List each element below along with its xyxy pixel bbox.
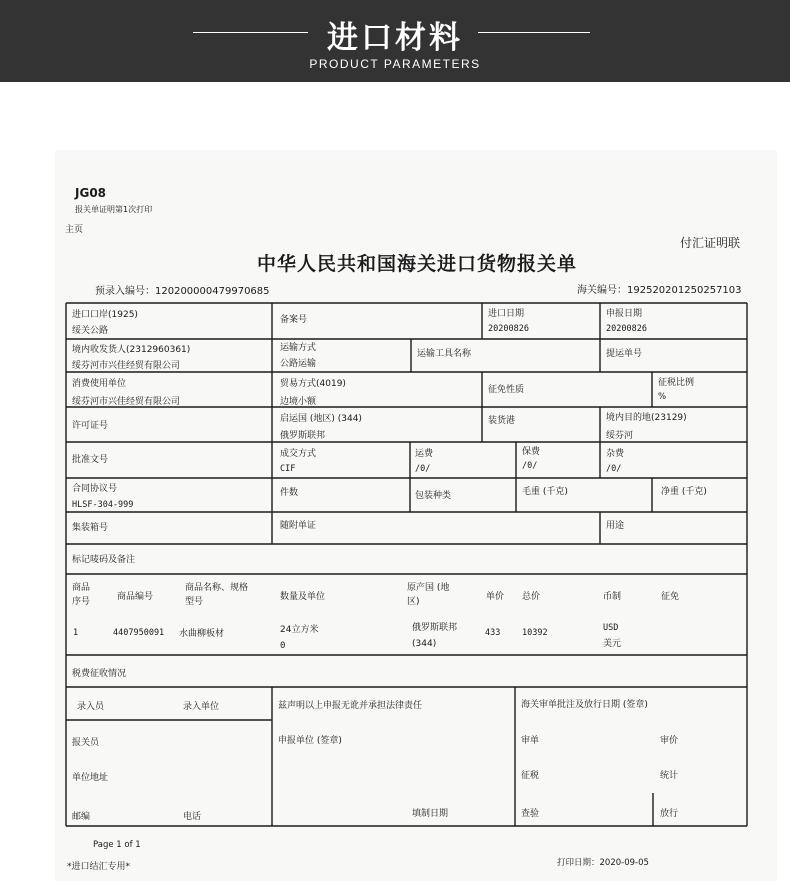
gross-weight-label: 毛重 (千克) [522, 487, 568, 497]
entry-clerk-label: 录入员 [77, 702, 105, 712]
insurance-value: /0/ [522, 461, 538, 471]
goods-row-seq: 1 [73, 628, 79, 638]
net-weight-label: 净重 (千克) [661, 487, 707, 497]
declaration-text: 兹声明以上申报无讹并承担法律责任 [278, 701, 423, 711]
import-date-label: 进口日期 [488, 309, 525, 319]
license-label: 许可证号 [72, 421, 109, 431]
import-date-value: 20200826 [488, 324, 529, 334]
bill-no-label: 提运单号 [606, 349, 643, 359]
deal-mode-value: CIF [280, 464, 296, 474]
usage-label: 用途 [606, 521, 625, 531]
pre-entry-number: 预录入编号：120200000479970685 [95, 286, 270, 297]
tax-section-label: 税费征收情况 [72, 669, 127, 679]
form-code: JG08 [75, 186, 107, 200]
goods-exemption-header: 征免 [661, 592, 680, 602]
header-banner [0, 0, 790, 82]
prepare-date-label: 填制日期 [412, 809, 449, 819]
contract-value: HLSF-304-999 [72, 500, 134, 510]
goods-row-qty-line1: 24立方米 [280, 625, 319, 635]
freight-label: 运费 [415, 449, 434, 459]
form-title: 中华人民共和国海关进口货物报关单 [257, 253, 578, 275]
goods-name-header-line2: 型号 [185, 597, 204, 607]
goods-origin-header [407, 581, 449, 609]
goods-row-unit-price: 433 [485, 628, 501, 638]
banner-title: 进口材料 [327, 20, 463, 56]
user-unit-label: 消费使用单位 [72, 379, 127, 389]
entry-unit-label: 录入单位 [183, 702, 220, 712]
goods-name-header [185, 581, 248, 609]
origin-country-label: 启运国 (地区) (344) [280, 414, 362, 424]
approval-label: 批准文号 [72, 455, 109, 465]
loading-port-label: 装货港 [488, 416, 516, 426]
goods-qty-header: 数量及单位 [280, 592, 326, 602]
tax-nature-label: 征免性质 [488, 385, 525, 395]
goods-row-origin-line2: (344) [412, 639, 437, 649]
declarant-label: 报关员 [72, 738, 100, 748]
taxation-label: 征税 [521, 771, 540, 781]
customs-number: 海关编号：192520201250257103 [577, 285, 742, 296]
tax-ratio-label: 征税比例 [658, 378, 695, 388]
user-unit-value: 绥芬河市兴佳经贸有限公司 [72, 397, 181, 407]
destination-value: 绥芬河 [606, 431, 634, 441]
customs-declaration-sheet [55, 150, 777, 881]
banner-right-rule [478, 32, 590, 33]
goods-seq-header-line1: 商品 [72, 583, 91, 593]
phone-label: 电话 [183, 812, 202, 822]
origin-country-value: 俄罗斯联邦 [280, 431, 326, 441]
goods-origin-header-line2: 区) [407, 597, 420, 607]
copy-label: 付汇证明联 [680, 236, 741, 250]
banner-subtitle: PRODUCT PARAMETERS [309, 57, 481, 71]
declare-date-label: 申报日期 [606, 309, 643, 319]
goods-row-currency-line2: 美元 [603, 639, 622, 649]
goods-row-qty [280, 622, 318, 654]
goods-name-header-line1: 商品名称、规格 [185, 583, 249, 593]
transport-mode-label: 运输方式 [280, 343, 317, 353]
goods-seq-header-line2: 序号 [72, 597, 91, 607]
customs-approval-label: 海关审单批注及放行日期 (签章) [521, 700, 648, 710]
declare-date-value: 20200826 [606, 324, 647, 334]
print-date: 打印日期：2020-09-05 [557, 858, 649, 868]
purpose-note: *进口结汇专用* [67, 862, 131, 872]
print-note: 报关单证明第1次打印 [75, 205, 153, 214]
goods-currency-header: 币制 [603, 592, 622, 602]
goods-total-header: 总价 [522, 592, 541, 602]
page-indicator: Page 1 of 1 [93, 840, 141, 850]
consignee-label: 境内收发货人(2312960361) [72, 345, 191, 355]
pieces-label: 件数 [280, 488, 299, 498]
container-label: 集装箱号 [72, 523, 109, 533]
import-port-value: 绥关公路 [72, 326, 109, 336]
goods-row-code: 4407950091 [113, 628, 165, 638]
pricing-label: 审价 [660, 736, 679, 746]
goods-unit-price-header: 单价 [486, 592, 505, 602]
review-label: 审单 [521, 736, 540, 746]
goods-origin-header-line1: 原产国 (地 [407, 583, 450, 593]
package-label: 包装种类 [415, 491, 452, 501]
goods-row-origin [412, 620, 457, 652]
trade-mode-value: 边境小额 [280, 397, 317, 407]
freight-value: /0/ [415, 464, 431, 474]
goods-row-name: 水曲柳板材 [179, 629, 225, 639]
tax-ratio-value: % [658, 392, 667, 402]
statistics-label: 统计 [660, 771, 679, 781]
transport-mode-value: 公路运输 [280, 359, 317, 369]
inspection-label: 查验 [521, 809, 540, 819]
misc-label: 杂费 [606, 449, 625, 459]
record-no-label: 备案号 [280, 315, 308, 325]
release-label: 放行 [660, 809, 679, 819]
goods-seq-header [72, 581, 90, 609]
deal-mode-label: 成交方式 [280, 449, 317, 459]
misc-value: /0/ [606, 464, 622, 474]
goods-row-total: 10392 [522, 628, 548, 638]
destination-label: 境内目的地(23129) [606, 413, 687, 423]
contract-label: 合同协议号 [72, 484, 118, 494]
address-label: 单位地址 [72, 773, 109, 783]
goods-row-qty-line2: 0 [280, 641, 286, 651]
attached-docs-label: 随附单证 [280, 521, 317, 531]
transport-tool-label: 运输工具名称 [417, 349, 472, 359]
marks-label: 标记唛码及备注 [72, 555, 136, 565]
declare-unit-label: 申报单位 (签章) [278, 736, 342, 746]
home-label: 主页 [65, 225, 84, 235]
insurance-label: 保费 [522, 447, 541, 457]
goods-code-header: 商品编号 [117, 592, 154, 602]
postcode-label: 邮编 [72, 812, 91, 822]
consignee-value: 绥芬河市兴佳经贸有限公司 [72, 361, 181, 371]
import-port-label: 进口口岸(1925) [72, 310, 138, 320]
goods-row-origin-line1: 俄罗斯联邦 [412, 623, 458, 633]
trade-mode-label: 贸易方式(4019) [280, 379, 346, 389]
goods-row-currency [603, 620, 621, 652]
goods-row-currency-line1: USD [603, 623, 619, 633]
